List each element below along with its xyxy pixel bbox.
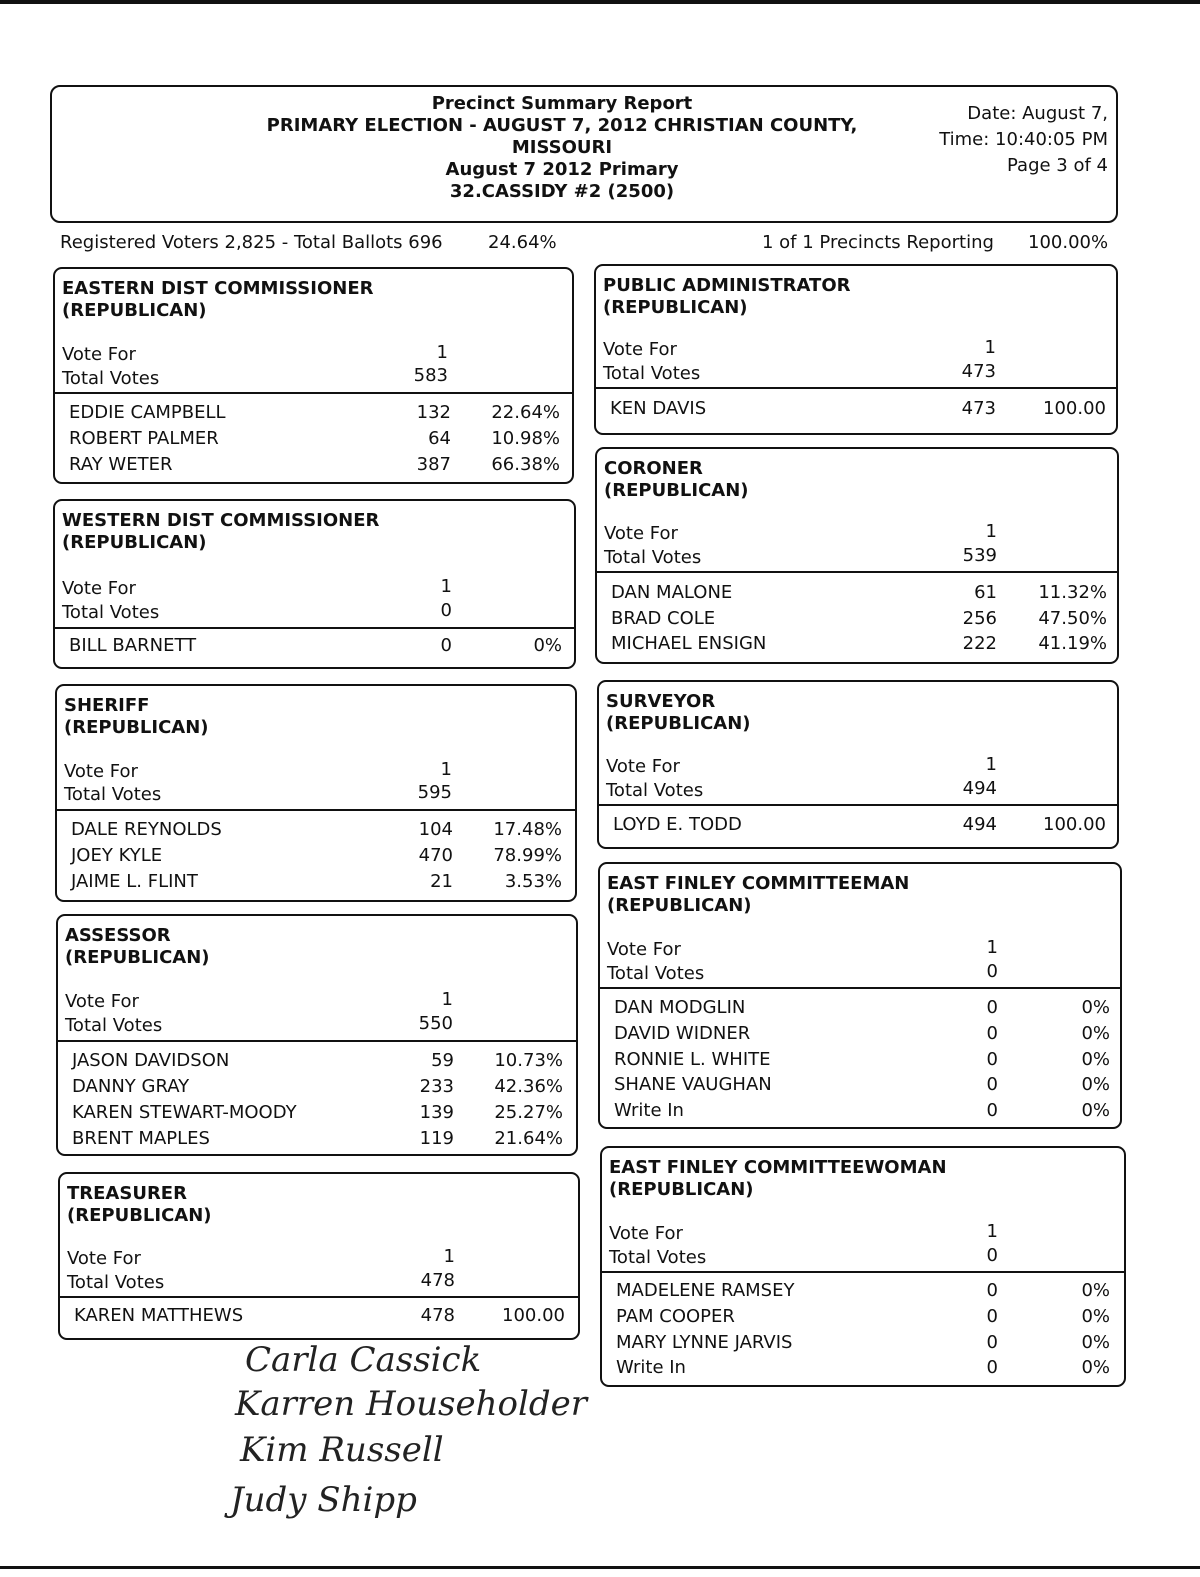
total-votes-label: Total Votes [65, 1015, 163, 1036]
candidate-percent: 3.53% [504, 871, 562, 892]
race-office: PUBLIC ADMINISTRATOR [603, 275, 851, 296]
candidate-row [602, 1280, 1124, 1306]
candidate-name: BRENT MAPLES [72, 1128, 210, 1149]
candidate-row [597, 608, 1117, 634]
page-top-rule [0, 0, 1200, 4]
candidate-name: KAREN MATTHEWS [74, 1305, 244, 1326]
candidate-row [597, 582, 1117, 608]
vote-for-label: Vote For [609, 1223, 683, 1244]
precinct-name: 32.CASSIDY #2 (2500) [449, 181, 675, 202]
candidate-row [60, 1305, 578, 1331]
race-east-finley-committeeman [598, 862, 1122, 1129]
vote-for-value: 1 [443, 1246, 455, 1267]
candidate-name: EDDIE CAMPBELL [69, 402, 226, 423]
total-votes-value: 550 [418, 1013, 453, 1034]
candidate-percent: 78.99% [493, 845, 562, 866]
candidate-name: ROBERT PALMER [69, 428, 219, 449]
candidate-name: BRAD COLE [611, 608, 716, 629]
reporting-percent: 100.00% [1028, 232, 1109, 253]
candidate-votes: 59 [431, 1050, 454, 1071]
candidate-percent: 47.50% [1038, 608, 1107, 629]
candidate-row [58, 1050, 576, 1076]
vote-for-value: 1 [985, 521, 997, 542]
candidate-votes: 222 [962, 633, 997, 654]
candidate-votes: 0 [440, 635, 452, 656]
total-votes-value: 494 [962, 778, 997, 799]
race-divider [58, 1040, 576, 1042]
candidate-percent: 100.00 [1043, 398, 1106, 419]
header-titles [52, 93, 1072, 203]
total-votes-value: 583 [413, 365, 448, 386]
race-title [62, 278, 373, 322]
candidate-votes: 0 [986, 1074, 998, 1095]
candidate-row [602, 1357, 1124, 1383]
candidate-name: DAN MODGLIN [614, 997, 746, 1018]
candidate-row [55, 428, 572, 454]
vote-for-label: Vote For [62, 344, 136, 365]
vote-for-value: 1 [441, 989, 453, 1010]
candidate-votes: 478 [420, 1305, 455, 1326]
race-title [609, 1157, 947, 1201]
vote-for-value: 1 [986, 937, 998, 958]
race-title [604, 458, 749, 502]
candidate-row [602, 1306, 1124, 1332]
candidate-percent: 0% [1081, 1023, 1110, 1044]
vote-for-value: 1 [985, 754, 997, 775]
race-divider [600, 987, 1120, 989]
signature: Judy Shipp [230, 1480, 417, 1520]
candidate-row [58, 1128, 576, 1154]
race-sheriff [55, 684, 577, 902]
race-office: CORONER [604, 458, 703, 479]
race-party: (REPUBLICAN) [67, 1205, 212, 1226]
candidate-percent: 42.36% [494, 1076, 563, 1097]
candidate-votes: 61 [974, 582, 997, 603]
primary-name: August 7 2012 Primary [445, 159, 679, 180]
total-votes-value: 595 [417, 782, 452, 803]
vote-for-value: 1 [436, 342, 448, 363]
candidate-percent: 17.48% [493, 819, 562, 840]
race-divider [599, 804, 1117, 806]
candidate-name: SHANE VAUGHAN [614, 1074, 772, 1095]
vote-for-label: Vote For [62, 578, 136, 599]
race-office: SURVEYOR [606, 691, 716, 712]
report-time: Time: 10:40:05 PM [939, 129, 1108, 150]
candidate-percent: 66.38% [491, 454, 560, 475]
candidate-percent: 0% [1081, 1357, 1110, 1378]
candidate-row [57, 845, 575, 871]
race-assessor [56, 914, 578, 1156]
total-votes-value: 539 [962, 545, 997, 566]
report-header [50, 85, 1118, 223]
vote-for-value: 1 [984, 337, 996, 358]
race-office: TREASURER [67, 1183, 187, 1204]
vote-for-label: Vote For [65, 991, 139, 1012]
race-party: (REPUBLICAN) [606, 713, 751, 734]
precincts-reporting: 1 of 1 Precincts Reporting [762, 232, 994, 253]
race-party: (REPUBLICAN) [604, 480, 749, 501]
total-votes-value: 478 [420, 1270, 455, 1291]
race-divider [60, 1296, 578, 1298]
candidate-row [600, 1074, 1120, 1100]
candidate-name: RAY WETER [69, 454, 173, 475]
total-votes-label: Total Votes [62, 368, 160, 389]
candidate-votes: 104 [418, 819, 453, 840]
signature: Carla Cassick [245, 1340, 482, 1380]
vote-for-value: 1 [440, 759, 452, 780]
candidate-percent: 0% [1081, 997, 1110, 1018]
candidate-percent: 0% [1081, 1049, 1110, 1070]
candidate-votes: 494 [962, 814, 997, 835]
candidate-name: DALE REYNOLDS [71, 819, 222, 840]
vote-for-label: Vote For [604, 523, 678, 544]
candidate-votes: 470 [418, 845, 453, 866]
race-office: EASTERN DIST COMMISSIONER [62, 278, 374, 299]
candidate-row [57, 819, 575, 845]
total-votes-label: Total Votes [67, 1272, 165, 1293]
candidate-percent: 0% [1081, 1100, 1110, 1121]
candidate-name: DANNY GRAY [72, 1076, 190, 1097]
candidate-percent: 41.19% [1038, 633, 1107, 654]
total-votes-value: 0 [440, 600, 452, 621]
candidate-row [58, 1102, 576, 1128]
header-meta [939, 101, 1108, 179]
candidate-percent: 22.64% [491, 402, 560, 423]
candidate-row [55, 635, 574, 661]
candidate-percent: 21.64% [494, 1128, 563, 1149]
race-party: (REPUBLICAN) [64, 717, 209, 738]
race-office: EAST FINLEY COMMITTEEMAN [607, 873, 910, 894]
candidate-votes: 0 [986, 1023, 998, 1044]
candidate-name: JOEY KYLE [71, 845, 163, 866]
race-title [64, 695, 209, 739]
candidate-row [600, 1100, 1120, 1126]
candidate-percent: 100.00 [1043, 814, 1106, 835]
race-party: (REPUBLICAN) [609, 1179, 754, 1200]
candidate-name: KEN DAVIS [610, 398, 707, 419]
candidate-name: JASON DAVIDSON [72, 1050, 230, 1071]
race-divider [597, 571, 1117, 573]
race-title [606, 691, 751, 735]
candidate-row [55, 454, 572, 480]
race-divider [55, 392, 572, 394]
race-office: SHERIFF [64, 695, 150, 716]
candidate-name: JAIME L. FLINT [71, 871, 198, 892]
candidate-votes: 0 [986, 1100, 998, 1121]
race-surveyor [597, 680, 1119, 849]
race-western-dist-commissioner [53, 499, 576, 669]
race-party: (REPUBLICAN) [62, 300, 207, 321]
candidate-votes: 473 [961, 398, 996, 419]
race-coroner [595, 447, 1119, 664]
vote-for-value: 1 [440, 576, 452, 597]
report-title: Precinct Summary Report [431, 93, 693, 114]
candidate-name: LOYD E. TODD [613, 814, 742, 835]
registered-voters: Registered Voters 2,825 - Total Ballots 696 [60, 232, 443, 253]
total-votes-label: Total Votes [609, 1247, 707, 1268]
candidate-row [57, 871, 575, 897]
page-number: Page 3 of 4 [1007, 155, 1108, 176]
candidate-percent: 0% [1081, 1074, 1110, 1095]
candidate-name: DAVID WIDNER [614, 1023, 751, 1044]
race-title [607, 873, 909, 917]
race-title [62, 510, 379, 554]
total-votes-value: 0 [986, 961, 998, 982]
candidate-votes: 119 [419, 1128, 454, 1149]
vote-for-label: Vote For [603, 339, 677, 360]
race-party: (REPUBLICAN) [607, 895, 752, 916]
race-party: (REPUBLICAN) [65, 947, 210, 968]
candidate-name: Write In [616, 1357, 686, 1378]
candidate-percent: 25.27% [494, 1102, 563, 1123]
candidate-percent: 0% [1081, 1280, 1110, 1301]
turnout-percent: 24.64% [488, 232, 557, 253]
total-votes-label: Total Votes [607, 963, 705, 984]
candidate-votes: 0 [986, 1049, 998, 1070]
race-divider [57, 809, 575, 811]
race-office: EAST FINLEY COMMITTEEWOMAN [609, 1157, 947, 1178]
candidate-percent: 0% [533, 635, 562, 656]
candidate-votes: 0 [986, 1357, 998, 1378]
candidate-votes: 0 [986, 1280, 998, 1301]
total-votes-value: 0 [986, 1245, 998, 1266]
total-votes-label: Total Votes [64, 784, 162, 805]
race-public-administrator [594, 264, 1118, 435]
candidate-row [600, 1049, 1120, 1075]
candidate-name: Write In [614, 1100, 684, 1121]
total-votes-value: 473 [961, 361, 996, 382]
candidate-votes: 256 [962, 608, 997, 629]
candidate-percent: 11.32% [1038, 582, 1107, 603]
candidate-percent: 100.00 [502, 1305, 565, 1326]
candidate-name: MICHAEL ENSIGN [611, 633, 767, 654]
candidate-votes: 64 [428, 428, 451, 449]
candidate-name: PAM COOPER [616, 1306, 735, 1327]
candidate-votes: 132 [416, 402, 451, 423]
candidate-percent: 10.73% [494, 1050, 563, 1071]
race-office: ASSESSOR [65, 925, 171, 946]
election-line-1: PRIMARY ELECTION - AUGUST 7, 2012 CHRISTIAN COUNTY, [266, 115, 858, 136]
race-eastern-dist-commissioner [53, 267, 574, 484]
report-date: Date: August 7, [967, 103, 1108, 124]
candidate-name: KAREN STEWART-MOODY [72, 1102, 297, 1123]
candidate-row [600, 1023, 1120, 1049]
candidate-votes: 0 [986, 1332, 998, 1353]
candidate-votes: 139 [419, 1102, 454, 1123]
candidate-votes: 0 [986, 1306, 998, 1327]
candidate-row [597, 633, 1117, 659]
candidate-row [596, 398, 1116, 424]
race-office: WESTERN DIST COMMISSIONER [62, 510, 380, 531]
total-votes-label: Total Votes [603, 363, 701, 384]
race-title [65, 925, 210, 969]
race-party: (REPUBLICAN) [62, 532, 207, 553]
page-bottom-rule [0, 1566, 1200, 1569]
candidate-votes: 21 [430, 871, 453, 892]
candidate-row [55, 402, 572, 428]
total-votes-label: Total Votes [606, 780, 704, 801]
vote-for-label: Vote For [64, 761, 138, 782]
candidate-name: MADELENE RAMSEY [616, 1280, 795, 1301]
race-party: (REPUBLICAN) [603, 297, 748, 318]
signature-block [215, 1340, 595, 1545]
race-title [603, 275, 851, 319]
total-votes-label: Total Votes [62, 602, 160, 623]
candidate-row [599, 814, 1117, 840]
race-divider [602, 1271, 1124, 1273]
race-title [67, 1183, 212, 1227]
vote-for-label: Vote For [607, 939, 681, 960]
race-divider [596, 387, 1116, 389]
vote-for-label: Vote For [606, 756, 680, 777]
election-line-2: MISSOURI [511, 137, 613, 158]
vote-for-value: 1 [986, 1221, 998, 1242]
race-treasurer [58, 1172, 580, 1340]
candidate-percent: 0% [1081, 1332, 1110, 1353]
candidate-percent: 0% [1081, 1306, 1110, 1327]
candidate-name: BILL BARNETT [69, 635, 197, 656]
signature: Kim Russell [240, 1430, 444, 1470]
candidate-row [58, 1076, 576, 1102]
candidate-name: DAN MALONE [611, 582, 733, 603]
candidate-votes: 387 [416, 454, 451, 475]
candidate-percent: 10.98% [491, 428, 560, 449]
vote-for-label: Vote For [67, 1248, 141, 1269]
candidate-row [600, 997, 1120, 1023]
total-votes-label: Total Votes [604, 547, 702, 568]
signature: Karren Householder [235, 1384, 587, 1424]
candidate-name: MARY LYNNE JARVIS [616, 1332, 793, 1353]
race-divider [55, 627, 574, 629]
race-east-finley-committeewoman [600, 1146, 1126, 1387]
candidate-name: RONNIE L. WHITE [614, 1049, 771, 1070]
candidate-votes: 233 [419, 1076, 454, 1097]
candidate-votes: 0 [986, 997, 998, 1018]
candidate-row [602, 1332, 1124, 1358]
